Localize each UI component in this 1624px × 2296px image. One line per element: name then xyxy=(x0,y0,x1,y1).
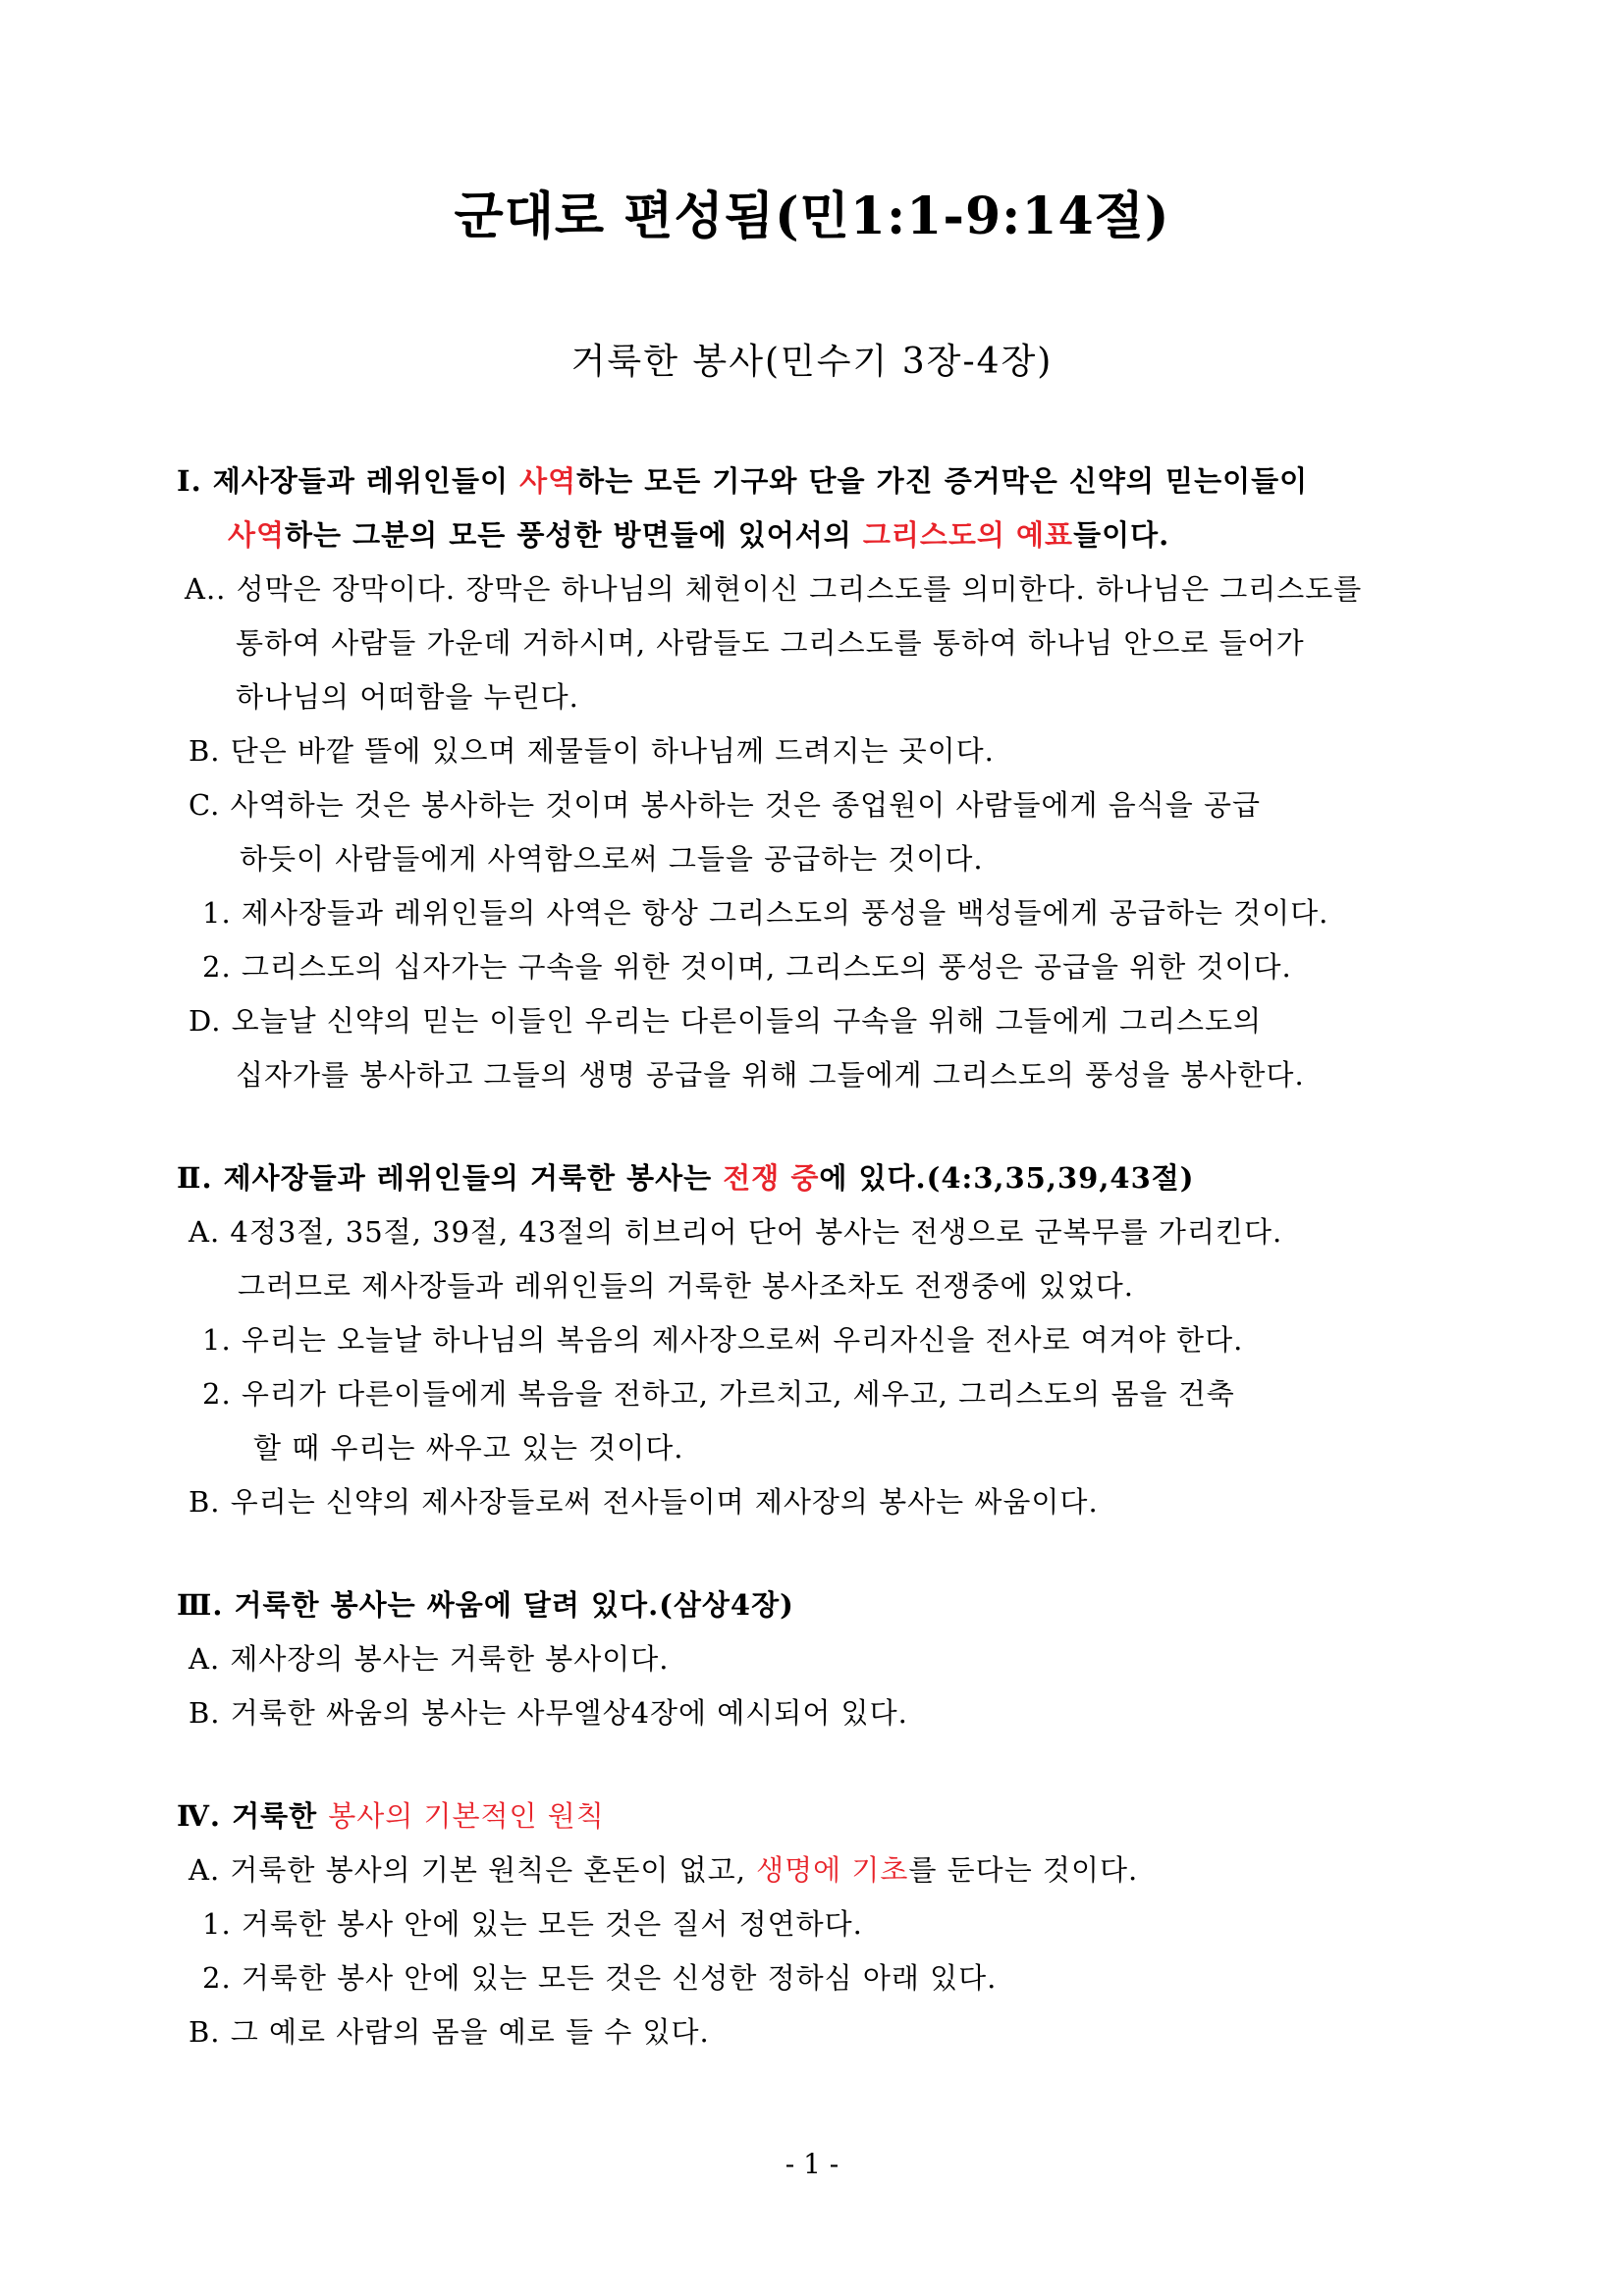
heading-text: Ⅳ. 거룩한 xyxy=(177,1799,329,1833)
highlight-text: 봉사의 기본적인 원칙 xyxy=(328,1799,605,1833)
section-4-item-a-sub-1: 1. 거룩한 봉사 안에 있는 모든 것은 질서 정연하다. xyxy=(202,1907,863,1941)
section-2-item-a-sub-2-line-1: 2. 우리가 다른이들에게 복음을 전하고, 가르치고, 세우고, 그리스도의 몸을 건축 xyxy=(202,1377,1235,1411)
body-text: A. 거룩한 봉사의 기본 원칙은 혼돈이 없고, xyxy=(189,1853,757,1887)
section-1-item-a-line-2: 통하여 사람들 가운데 거하시며, 사람들도 그리스도를 통하여 하나님 안으로 들어가 xyxy=(236,626,1305,660)
section-1-item-c-line-2: 하듯이 사람들에게 사역함으로써 그들을 공급하는 것이다. xyxy=(240,842,984,876)
section-4-item-b-line-1: B. 그 예로 사람의 몸을 예로 들 수 있다. xyxy=(189,2015,710,2049)
section-4-item-a-sub-2: 2. 거룩한 봉사 안에 있는 모든 것은 신성한 정하심 아래 있다. xyxy=(202,1961,998,1995)
highlight-text: 그리스도의 예표 xyxy=(862,518,1074,552)
heading-text: Ⅰ. 제사장들과 레위인들이 xyxy=(177,464,520,498)
highlight-text: 전쟁 중 xyxy=(723,1161,820,1195)
section-2-item-a-line-2: 그러므로 제사장들과 레위인들의 거룩한 봉사조차도 전쟁중에 있었다. xyxy=(238,1269,1134,1303)
section-1-item-d-line-2: 십자가를 봉사하고 그들의 생명 공급을 위해 그들에게 그리스도의 풍성을 봉사한다. xyxy=(236,1058,1305,1092)
section-4-heading xyxy=(177,1796,605,1836)
page-subtitle: 거룩한 봉사(민수기 3장-4장) xyxy=(570,342,1054,382)
highlight-text: 사역 xyxy=(519,464,577,498)
section-2-item-a-sub-2-line-2: 할 때 우리는 싸우고 있는 것이다. xyxy=(253,1431,684,1465)
section-2-heading xyxy=(177,1158,1195,1198)
heading-text: 에 있다.(4:3,35,39,43절) xyxy=(819,1161,1195,1195)
highlight-text: 생명에 기초 xyxy=(756,1853,909,1887)
section-2-item-b-line-1: B. 우리는 신약의 제사장들로써 전사들이며 제사장의 봉사는 싸움이다. xyxy=(189,1485,1099,1519)
section-3-heading: Ⅲ. 거룩한 봉사는 싸움에 달려 있다.(삼상4장) xyxy=(177,1588,794,1622)
page-title: 군대로 편성됨(민1:1-9:14절) xyxy=(454,187,1170,246)
heading-text: 하는 그분의 모든 풍성한 방면들에 있어서의 xyxy=(285,518,863,552)
section-4-item-a-line-1 xyxy=(189,1850,1138,1890)
heading-text: Ⅱ. 제사장들과 레위인들의 거룩한 봉사는 xyxy=(177,1161,724,1195)
section-2-item-a-sub-1: 1. 우리는 오늘날 하나님의 복음의 제사장으로써 우리자신을 전사로 여겨야 한다. xyxy=(202,1323,1244,1357)
section-1-heading-line-1 xyxy=(177,461,1308,501)
section-3-item-b-line-1: B. 거룩한 싸움의 봉사는 사무엘상4장에 예시되어 있다. xyxy=(189,1696,908,1730)
highlight-text: 사역 xyxy=(228,518,286,552)
section-1-item-a-line-1: A.. 성막은 장막이다. 장막은 하나님의 체현이신 그리스도를 의미한다. 하나님은 그리스도를 xyxy=(185,572,1363,606)
section-1-item-b-line-1: B. 단은 바깥 뜰에 있으며 제물들이 하나님께 드려지는 곳이다. xyxy=(189,734,995,768)
heading-text: 들이다. xyxy=(1073,518,1170,552)
section-1-item-c-sub-1: 1. 제사장들과 레위인들의 사역은 항상 그리스도의 풍성을 백성들에게 공급하는 것이다. xyxy=(202,896,1329,930)
page-number: - 1 - xyxy=(785,2148,839,2180)
body-text: 를 둔다는 것이다. xyxy=(908,1853,1139,1887)
heading-text: 하는 모든 기구와 단을 가진 증거막은 신약의 믿는이들이 xyxy=(576,464,1309,498)
section-3-item-a-line-1: A. 제사장의 봉사는 거룩한 봉사이다. xyxy=(189,1642,670,1676)
section-1-item-d-line-1: D. 오늘날 신약의 믿는 이들인 우리는 다른이들의 구속을 위해 그들에게 그리스도의 xyxy=(189,1004,1263,1038)
section-1-item-c-line-1: C. 사역하는 것은 봉사하는 것이며 봉사하는 것은 종업원이 사람들에게 음식을 공급 xyxy=(189,788,1262,822)
section-1-heading-line-2 xyxy=(228,515,1169,555)
section-2-item-a-line-1: A. 4정3절, 35절, 39절, 43절의 히브리어 단어 봉사는 전생으로 군복무를 가리킨다. xyxy=(189,1215,1283,1249)
section-1-item-c-sub-2: 2. 그리스도의 십자가는 구속을 위한 것이며, 그리스도의 풍성은 공급을 위한 것이다. xyxy=(202,950,1292,984)
section-1-item-a-line-3: 하나님의 어떠함을 누린다. xyxy=(236,680,579,714)
